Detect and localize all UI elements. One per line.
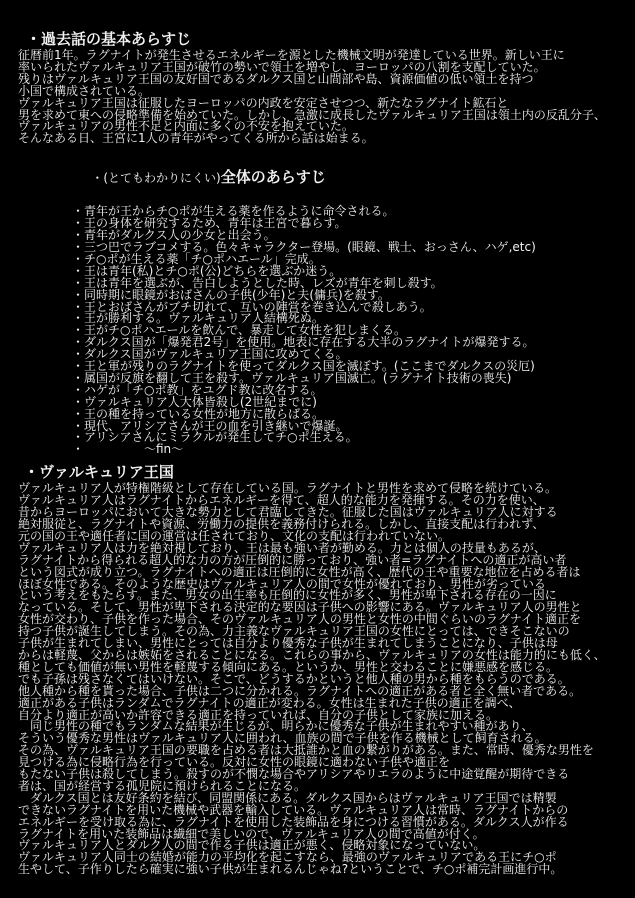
text-line: 女性が交わり、子供を作った場合、そのヴァルキュリア人の男性と女性の中間ぐらいのラグナイト適正を <box>18 612 582 627</box>
text-line: ・王と軍が残りのラグナイトを使ってダルクス国を滅ぼす。(ここまでダルクスの災厄) <box>72 359 535 374</box>
text-line: ラグナイトから得られる超人的な力の方が圧倒的に勝っており、強い者=ラグナイトへの適正が高い者 <box>18 552 567 567</box>
text-line: 自分より適正が高いか許容できる適正を持っていれば、自分の子供として家族に加える。 <box>18 707 499 722</box>
section-overall-heading <box>60 150 635 205</box>
text-line: ・三つ巴でラブコメする。色々キャラクター登場。(眼鏡、戦士、おっさん、ハゲ,etc) <box>72 239 536 254</box>
text-line: ・属国が反旗を翻して王を殺す。ヴァルキュリア国滅亡。(ラグナイト技術の喪失) <box>72 370 512 385</box>
text-line: 小国で構成されている。 <box>18 83 151 98</box>
text-line: ・王の種を持っている女性が地方に散らばる。 <box>72 406 325 421</box>
text-line: ・ダルクス国がヴァルキュリア王国に攻めてくる。 <box>72 347 348 362</box>
section-valkyria-kingdom <box>0 463 635 876</box>
section-overall-synopsis <box>0 150 635 456</box>
section-overall-heading-title: 全体のあらすじ <box>220 168 326 187</box>
section-overall-bullet-list <box>72 206 635 456</box>
text-line: 適正がある子供はランダムでラグナイトの適正が変わる。女性は生まれた子供の適正を調べ、 <box>18 695 521 710</box>
text-line: ・王は青年(私)とチ○ポ(公)どちらを選ぶか迷う。 <box>72 263 342 278</box>
text-line: 見つける為に侵略行為を行っている。反対に女性の眼鏡に適わない子供や適正を <box>18 755 451 770</box>
section-past-heading: ・過去話の基本あらすじ <box>26 30 192 48</box>
text-line: ラグナイトを用いた装飾品は繊細で美しいので、ヴァルキュリア人の間で高値が付く。 <box>18 826 485 841</box>
text-line: できないラグナイトを用いた機械や武器を輸入している。ヴァルキュリア人は常時、ラグナイトからの <box>18 802 569 817</box>
text-line: ・ヴァルキュリア人大体皆殺し(2世紀までに) <box>72 394 317 409</box>
text-line: ヴァルキュリア人が特権階級として存在している国。ラグナイトと男性を求めて侵略を続けている。 <box>18 481 558 496</box>
text-line: ・王が勝利する。ヴァルキュリア人結構死ぬ。 <box>72 311 324 326</box>
section-overall-heading-prefix: ・(とてもわかりにくい) <box>91 171 221 186</box>
section-past-paragraph <box>18 50 635 145</box>
text-line: エネルギーを受け取る為に、ラグナイトを使用した装飾品を身につける習慣がある。ダルクス人が作る <box>18 814 569 829</box>
text-line: 他人種から種を貰った場合、子供は二つに分かれる。ラグナイトへの適正がある者と全く無い者である。 <box>18 683 582 698</box>
text-line: 持つ子供が誕生してしまう。その為、力主義なヴァルキュリア王国の女性にとっては、できそこないの <box>18 624 570 639</box>
text-line: ヴァルキュリアの男性不足と内面に多くの不安を抱えていた。 <box>18 119 354 134</box>
text-line: ヴァルキュリア人とダルク人の間で作る子供は適正が悪く、侵略対象になっていない。 <box>18 838 486 853</box>
section-kingdom-paragraph <box>18 483 635 876</box>
text-line: からは軽蔑、父からは嫉妬をされることになる。これらの事から、ヴァルキュリアの女性は能力的にも低く、 <box>18 647 606 662</box>
text-line: という考えをもたらす。また、男女の出生率も圧倒的に女性が多く、男性が卑下される存在の一因に <box>18 588 557 603</box>
text-line: ・王がチ○ポハエールを飲んで、暴走して女性を犯しまくる。 <box>72 323 406 338</box>
section-kingdom-heading: ・ヴァルキュリア王国 <box>24 463 174 482</box>
text-line: ヴァルキュリア王国は征服したヨーロッパの内政を安定させつつ、新たなラグナイト鉱石と <box>18 95 509 110</box>
text-line: 元の国の王や適任者に国の運営は任されており、文化の支配は行われていない。 <box>18 528 451 543</box>
text-line: 子供が生まれてしまい、男性にとっては自分より優秀な子供が生まれてしまうことになり、子供は母 <box>18 636 558 651</box>
text-line: ・同時期に眼鏡がおばさんの子供(少年)と夫(傭兵)を殺す。 <box>72 287 390 302</box>
text-line: 征暦前1年。ラグナイトが発生させるエネルギーを源とした機械文明が発達している世界。新しい王に <box>18 48 565 62</box>
text-line: 絶対服従と、ラグナイトや資源、労働力の提供を義務付けられる。しかし、直接支配は行われず、 <box>18 517 545 531</box>
text-line: ・王は青年を選ぶが、告白しようとした時、レズが青年を刺し殺す。 <box>72 275 443 290</box>
text-line: 同じ男性の種でもランダムな結果が生じるが、明らかに優秀な子供が生まれやすい種があり、 <box>18 719 534 734</box>
text-line: 昔からヨーロッパにおいて大きな勢力として君臨してきた。征服した国はヴァルキュリア人に対する <box>18 505 558 520</box>
text-line: ・アリシアさんにミラクルが発生してチ○ポ生える。 <box>72 430 358 445</box>
section-past-story <box>0 30 635 145</box>
text-line: そういう優秀な男性はヴァルキュリア人に囲われ、血族の間で子供を作る機械として飼育される。 <box>18 731 547 746</box>
text-line: ・現代、アリシアさんが王の血を引き継いで爆誕。 <box>72 418 348 433</box>
text-line: なっている。そして、男性が卑下される決定的な要因は子供への影響にある。ヴァルキュリア人の男性と <box>18 600 582 615</box>
text-line: ヴァルキュリア人はラグナイトからエネルギーを得て、超人的な能力を発揮する。その力を使い、 <box>18 493 545 508</box>
text-line: ・王の身体を研究するため、青年は王宮で暮らす。 <box>72 216 347 231</box>
text-line: ・青年がダルクス人の少女と出会う。 <box>72 228 276 243</box>
text-line: 者は、国が経営する孤児院に預けられることになる。 <box>18 778 307 793</box>
text-line: その為、ヴァルキュリア王国の要職を占める者は大抵誰かと血の繋がりがある。また、常時、優秀な男性を <box>18 743 594 758</box>
text-line: ダルクス国とは友好条約を結び、同盟関係にある。ダルクス国からはヴァルキュリア王国では精製 <box>18 790 557 805</box>
text-line: もたない子供は殺してしまう。殺すのが不憫な場合やアリシアやリエラのように中途覚醒が期待できる <box>18 767 570 782</box>
text-line: ・青年が王からチ○ポが生える薬を作るように命令される。 <box>72 204 395 219</box>
text-line: 生やして、子作りしたら確実に強い子供が生まれるんじゃね?ということで、チ○ポ補完計画進行中。 <box>18 862 563 877</box>
text-line: そんなある日、王宮に1人の青年がやってくる所から話は始まる。 <box>18 131 374 146</box>
text-line: 残りはヴァルキュリア王国の友好国であるダルクス国と山間部や島、資源価値の低い領土を持つ <box>18 71 534 86</box>
text-line: ・チ○ポが生える薬「チ○ポハエール」完成。 <box>72 251 321 266</box>
text-line: ・ ～fin～ <box>72 442 184 457</box>
text-line: ヴァルキュリア人は力を絶対視しており、王は最も強い者が勤める。力とは個人の技量もあるが、 <box>18 540 546 555</box>
text-line: ほぼ女性である。そのような歴史はヴァルキュリア人の間で女性が優れており、男性が劣っている <box>18 576 546 591</box>
text-line: ・ハゲが「チ○ポ教」をユグド教に改名する。 <box>72 382 323 397</box>
text-line: でも子孫は残さなくてはいけない。そこで、どうするかというと他人種の男から種をもらうのである。 <box>18 671 570 686</box>
text-line: 種としても価値が無い男性を軽蔑する傾向にある。というか、男性と交わることに嫌悪感を感じる。 <box>18 659 559 674</box>
text-line: ・ダルクス国が「爆発君2号」を使用。地表に存在する大半のラグナイトが爆発する。 <box>72 335 535 350</box>
text-line: ヴァルキュリア人同士の結婚が能力の平均化を起こすなら、最強のヴァルキュリアである王にチ○ポ <box>18 850 557 865</box>
text-line: ・王とおばさんがブチ切れて、互いの陣営を巻き込んで殺しあう。 <box>72 299 432 314</box>
text-line: 男を求めて東への侵略準備を始めていた。しかし、急激に成長したヴァルキュリア王国は領土内の反乱分子、 <box>18 107 606 122</box>
text-line: 率いられたヴァルキュリア王国が破竹の勢いで領土を増やし、ヨーロッパの八割を支配していた。 <box>18 59 546 74</box>
text-line: という図式が成り立つ。ラグナイトへの適正は圧倒的に女性が高く、歴代の王や重要な地位を占める者は <box>18 564 581 579</box>
